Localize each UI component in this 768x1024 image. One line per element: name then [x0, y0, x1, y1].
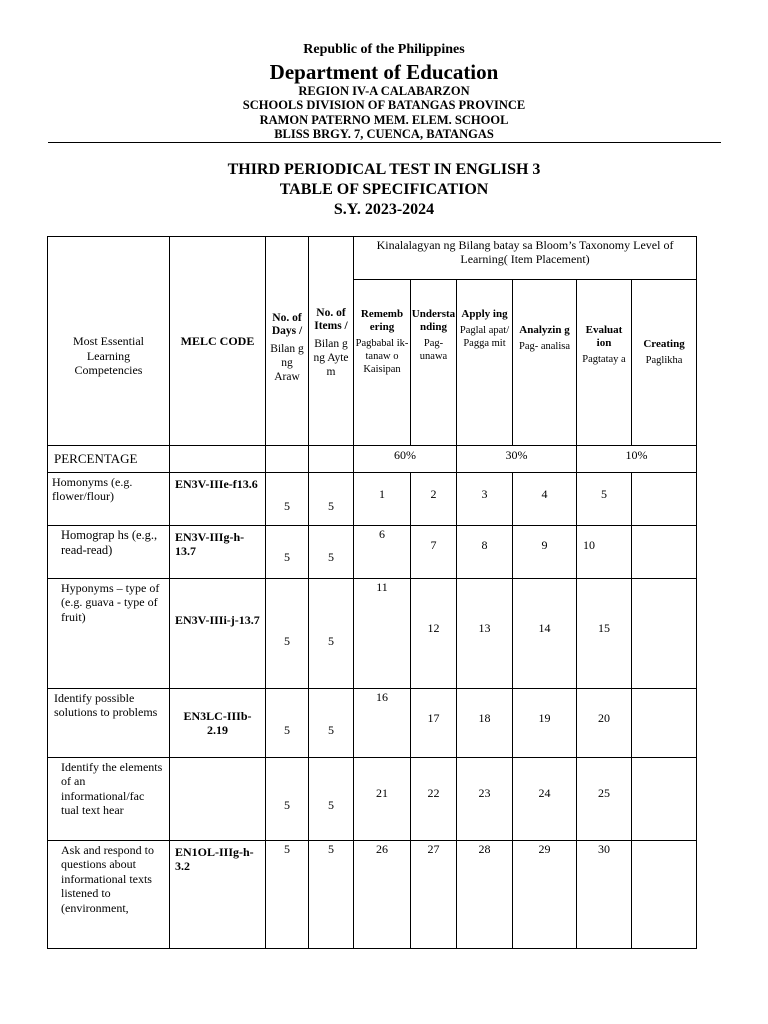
competency-cell: Identify possible solutions to problems: [48, 689, 170, 758]
header-details: [0, 84, 768, 141]
header-department: Department of Education: [269, 60, 499, 84]
competency-cell: Homonyms (e.g. flower/flour): [48, 473, 170, 526]
placement-cell: 20: [577, 689, 632, 758]
title-test: THIRD PERIODICAL TEST IN ENGLISH 3: [227, 161, 541, 178]
placement-cell: [632, 689, 697, 758]
specification-table: [47, 236, 697, 949]
placement-cell: 29: [513, 841, 577, 949]
placement-cell: 7: [411, 526, 457, 579]
competency-cell: Hyponyms – type of (e.g. guava - type of fruit): [48, 579, 170, 689]
header-melc-code: MELC CODE: [170, 237, 266, 446]
placement-cell: 24: [513, 758, 577, 841]
header-division: SCHOOLS DIVISION OF BATANGAS PROVINCE: [242, 98, 526, 113]
placement-cell: 23: [457, 758, 513, 841]
placement-cell: 8: [457, 526, 513, 579]
header-competencies: Most Essential Learning Competencies: [48, 237, 170, 446]
table-row: [48, 758, 697, 841]
days-cell: 5: [266, 579, 309, 689]
days-cell: 5: [266, 473, 309, 526]
items-cell: 5: [309, 526, 354, 579]
competency-cell: Homograp hs (e.g., read-read): [48, 526, 170, 579]
table-row: [48, 689, 697, 758]
percentage-empty-code: [170, 446, 266, 473]
placement-cell: 9: [513, 526, 577, 579]
melc-code-cell: EN3V-IIIe-f13.6: [170, 473, 266, 526]
placement-cell: 15: [577, 579, 632, 689]
table-row: [48, 473, 697, 526]
melc-code-cell: [170, 758, 266, 841]
header-bloom-taxonomy: Kinalalagyan ng Bilang batay sa Bloom’s Taxonomy Level of Learning( Item Placement): [354, 237, 697, 280]
placement-cell: 28: [457, 841, 513, 949]
level-understanding: Understa nding Pag- unawa: [411, 280, 457, 446]
placement-cell: 11: [354, 579, 411, 689]
placement-cell: 19: [513, 689, 577, 758]
percentage-remember-understand: 60%: [354, 446, 457, 473]
placement-cell: 22: [411, 758, 457, 841]
placement-cell: 25: [577, 758, 632, 841]
percentage-apply-analyze: 30%: [457, 446, 577, 473]
title-table: TABLE OF SPECIFICATION: [279, 181, 489, 198]
competency-cell: Identify the elements of an informational/fac tual text hear: [48, 758, 170, 841]
placement-cell: 10: [577, 526, 632, 579]
table-row: [48, 579, 697, 689]
header-republic: Republic of the Philippines: [303, 42, 465, 57]
placement-cell: 4: [513, 473, 577, 526]
placement-cell: 2: [411, 473, 457, 526]
placement-cell: 3: [457, 473, 513, 526]
placement-cell: 26: [354, 841, 411, 949]
level-creating: Creating Paglikha: [632, 280, 697, 446]
percentage-empty-items: [309, 446, 354, 473]
placement-cell: [632, 758, 697, 841]
percentage-empty-days: [266, 446, 309, 473]
items-cell: 5: [309, 689, 354, 758]
placement-cell: [632, 579, 697, 689]
placement-cell: 13: [457, 579, 513, 689]
placement-cell: 18: [457, 689, 513, 758]
items-cell: 5: [309, 473, 354, 526]
melc-code-cell: EN1OL-IIIg-h-3.2: [170, 841, 266, 949]
header-address: BLISS BRGY. 7, CUENCA, BATANGAS: [274, 126, 494, 141]
placement-cell: 14: [513, 579, 577, 689]
days-cell: 5: [266, 526, 309, 579]
title-school-year: S.Y. 2023-2024: [333, 201, 435, 218]
melc-code-cell: EN3V-IIIg-h-13.7: [170, 526, 266, 579]
placement-cell: 17: [411, 689, 457, 758]
document-title: [0, 160, 768, 220]
percentage-evaluate-create: 10%: [577, 446, 697, 473]
days-cell: 5: [266, 841, 309, 949]
competency-cell: Ask and respond to questions about informational texts listened to (environment,: [48, 841, 170, 949]
placement-cell: 27: [411, 841, 457, 949]
placement-cell: 1: [354, 473, 411, 526]
percentage-row: [48, 446, 697, 473]
melc-code-cell: EN3LC-IIIb-2.19: [170, 689, 266, 758]
placement-cell: 16: [354, 689, 411, 758]
placement-cell: [632, 473, 697, 526]
header-school: RAMON PATERNO MEM. ELEM. SCHOOL: [259, 112, 509, 127]
placement-cell: 12: [411, 579, 457, 689]
placement-cell: 6: [354, 526, 411, 579]
days-cell: 5: [266, 758, 309, 841]
items-cell: 5: [309, 841, 354, 949]
placement-cell: [632, 841, 697, 949]
header-divider: [48, 142, 721, 143]
items-cell: 5: [309, 758, 354, 841]
header-days: No. of Days / Bilan g ng Araw: [266, 237, 309, 446]
level-analyzing: Analyzin g Pag- analisa: [513, 280, 577, 446]
placement-cell: 30: [577, 841, 632, 949]
table-row: [48, 526, 697, 579]
placement-cell: 21: [354, 758, 411, 841]
level-evaluation: Evaluat ion Pagtatay a: [577, 280, 632, 446]
table-row: [48, 841, 697, 949]
placement-cell: [632, 526, 697, 579]
level-applying: Apply ing Paglal apat/ Pagga mit: [457, 280, 513, 446]
header-region: REGION IV-A CALABARZON: [298, 84, 470, 98]
placement-cell: 5: [577, 473, 632, 526]
percentage-label: PERCENTAGE: [48, 446, 170, 473]
header-items: No. of Items / Bilan g ng Ayte m: [309, 237, 354, 446]
days-cell: 5: [266, 689, 309, 758]
items-cell: 5: [309, 579, 354, 689]
melc-code-cell: EN3V-IIIi-j-13.7: [170, 579, 266, 689]
level-remembering: Rememb ering Pagbabal ik- tanaw o Kaisipan: [354, 280, 411, 446]
